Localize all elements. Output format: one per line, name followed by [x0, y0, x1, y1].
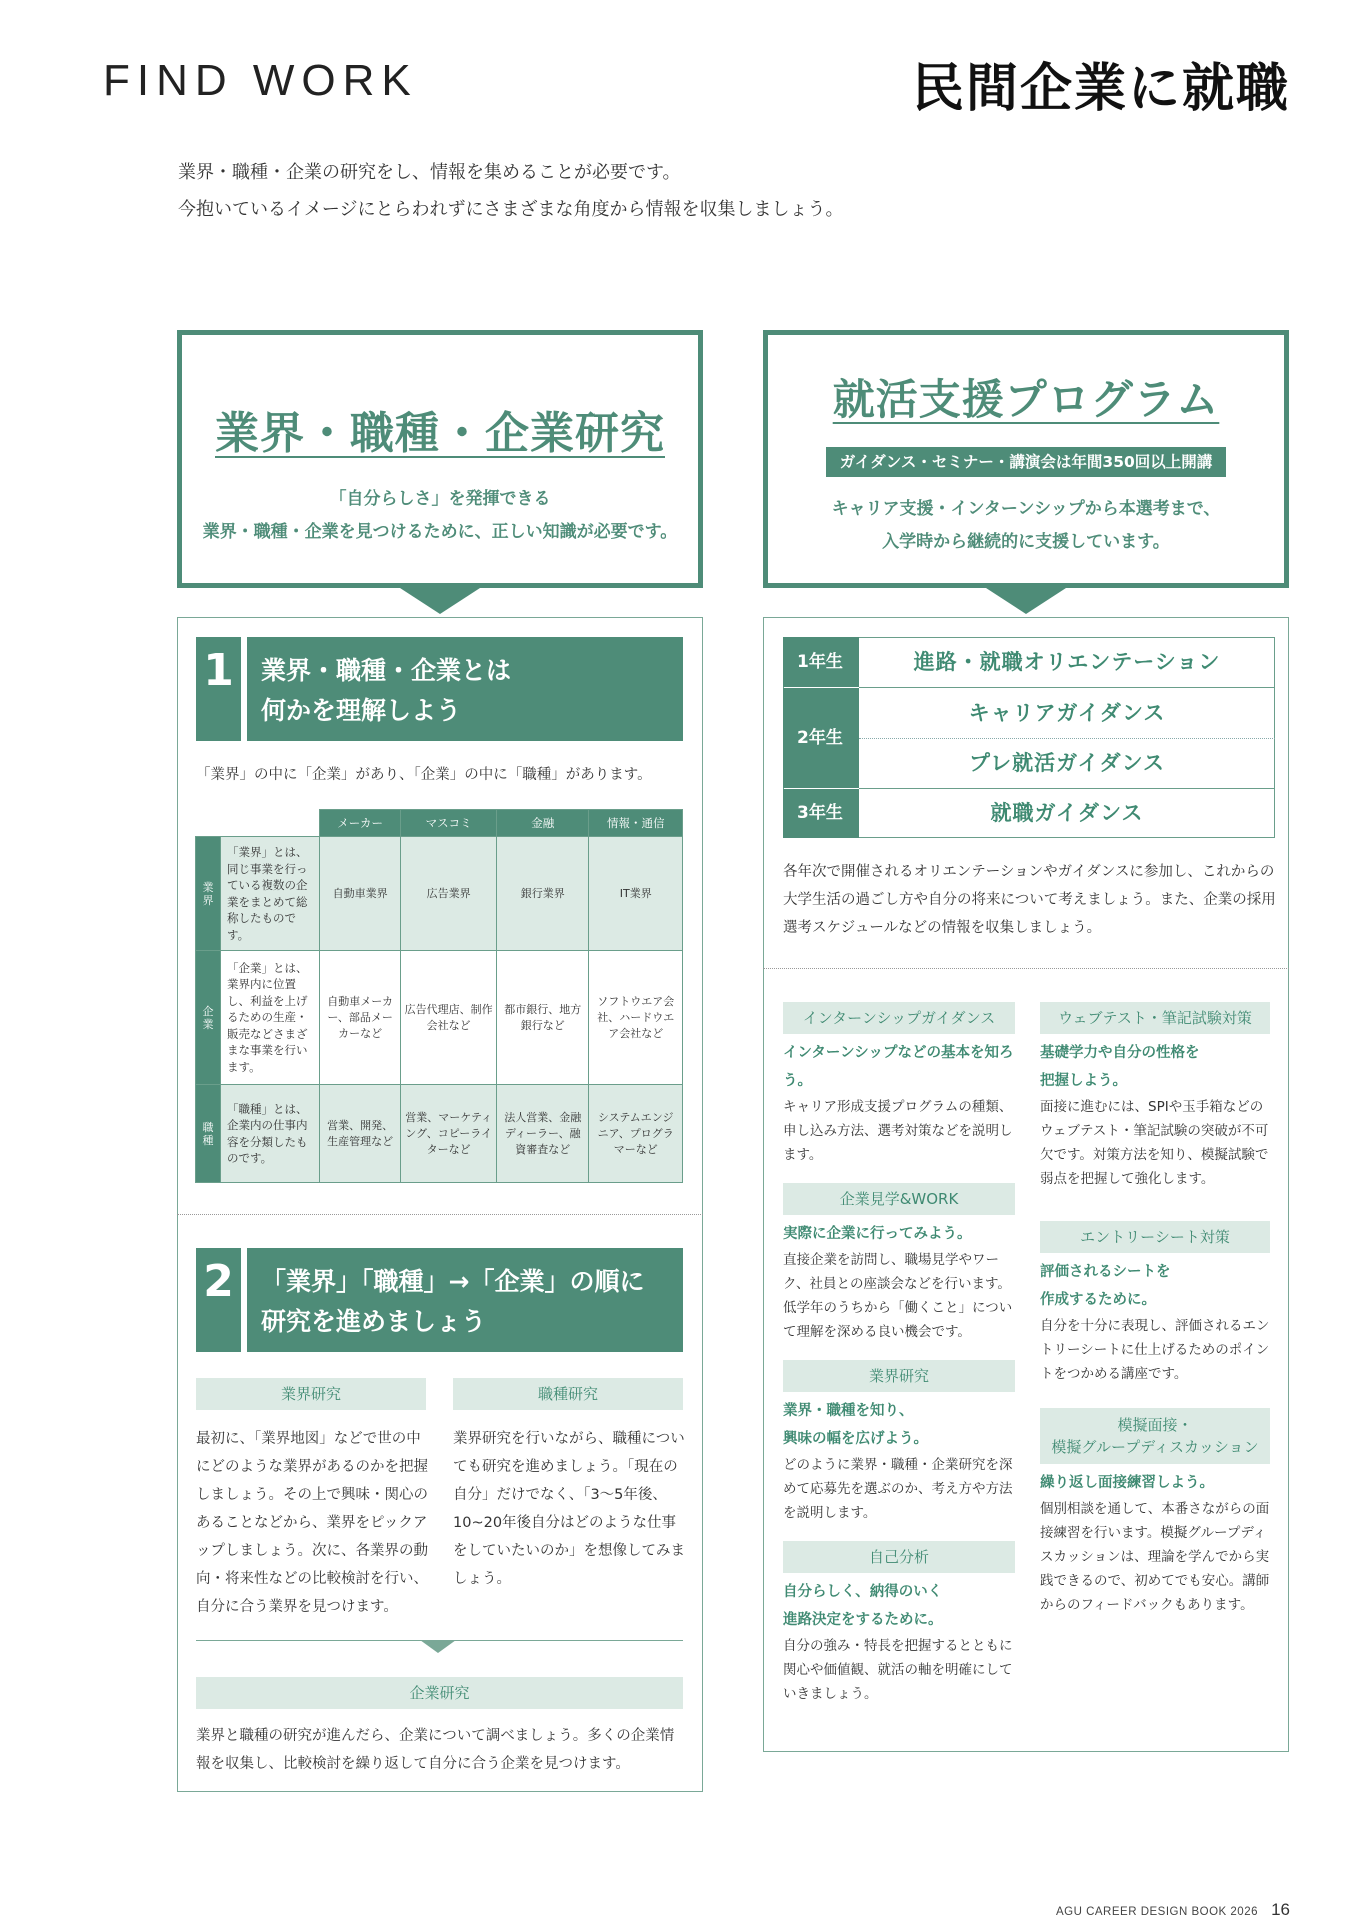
program-label: 企業見学&WORK — [783, 1183, 1015, 1215]
research-desc-line: 業界・職種・企業を見つけるために、正しい知識が必要です。 — [202, 522, 678, 542]
program-label: インターンシップガイダンス — [783, 1002, 1015, 1034]
step-title — [247, 637, 683, 741]
table-cell: 広告代理店、制作会社など — [401, 951, 497, 1085]
table-cell: 自動車業界 — [320, 837, 401, 951]
years-note: 各年次で開催されるオリエンテーションやガイダンスに参加し、これからの大学生活の過ごし方や自分の将来について考えましょう。また、企業の採用選考スケジュールなどの情報を収集しましょう。 — [783, 864, 1276, 936]
program-title-box — [763, 330, 1289, 588]
row-label: 職種 — [196, 1085, 221, 1183]
row-label: 企業 — [196, 951, 221, 1085]
program-sub: 業界・職種を知り、 — [783, 1403, 914, 1419]
step-title-line: 研究を進めましょう — [261, 1307, 487, 1336]
industry-table — [195, 809, 683, 1183]
research-title-box — [177, 330, 703, 588]
step-title — [247, 1248, 683, 1352]
program-body: キャリア形成支援プログラムの種類、申し込み方法、選考対策などを説明します。 — [783, 1099, 1013, 1163]
step-title-line: 業界・職種・企業とは — [261, 656, 512, 685]
shokushu-research-body: 業界研究を行いながら、職種についても研究を進めましょう。「現在の自分」だけでなく、「3～5年後、10~20年後自分はどのような仕事をしていたいのか」を想像してみましょう。 — [453, 1431, 685, 1587]
program-label-line: 模擬面接・ — [1117, 1416, 1193, 1434]
table-cell: 広告業界 — [401, 837, 497, 951]
shokushu-research-label: 職種研究 — [453, 1378, 683, 1410]
book-title: AGU CAREER DESIGN BOOK 2026 — [1055, 1906, 1258, 1918]
table-cell: 法人営業、金融ディーラー、融資審査など — [497, 1085, 589, 1183]
page-number: 16 — [1271, 1900, 1290, 1919]
program-body: 直接企業を訪問し、職場見学やワーク、社員との座談会などを行います。低学年のうちから「働くこと」について理解を深める良い機会です。 — [783, 1252, 1013, 1340]
program-body: 個別相談を通して、本番さながらの面接練習を行います。模擬グループディスカッションは、理論を学んでから実践できるので、初めてでも安心。講師からのフィードバックもあります。 — [1040, 1501, 1270, 1613]
intro-line: 業界・職種・企業の研究をし、情報を集めることが必要です。 — [178, 162, 681, 183]
down-arrow-icon — [986, 588, 1066, 614]
gyokai-research-label: 業界研究 — [196, 1378, 426, 1410]
table-cell: IT業界 — [589, 837, 683, 951]
program-label — [1040, 1408, 1270, 1464]
program-desc-line: キャリア支援・インターンシップから本選考まで、 — [831, 499, 1221, 519]
program-label: エントリーシート対策 — [1040, 1221, 1270, 1253]
page-title: 民間企業に就職 — [911, 59, 1290, 119]
program-sub: 作成するために。 — [1040, 1292, 1156, 1308]
program-label: 自己分析 — [783, 1541, 1015, 1573]
program-sub: 基礎学力や自分の性格を — [1040, 1045, 1200, 1061]
table-header: 情報・通信 — [589, 810, 683, 837]
table-header: マスコミ — [401, 810, 497, 837]
table-row — [196, 951, 683, 1085]
program-sub: 実際に企業に行ってみよう。 — [783, 1226, 972, 1242]
program-sub: 進路決定をするために。 — [783, 1612, 943, 1628]
step-lead: 「業界」の中に「企業」があり、「企業」の中に「職種」があります。 — [196, 767, 652, 783]
program-column-left — [783, 1002, 1015, 1706]
step-number: 2 — [196, 1248, 241, 1352]
table-cell: システムエンジニア、プログラマーなど — [589, 1085, 683, 1183]
divider — [763, 968, 1289, 969]
row-definition: 「業界」とは、同じ事業を行っている複数の企業をまとめて総称したものです。 — [221, 837, 320, 951]
step-title-line: 「業界」「職種」→「企業」の順に — [261, 1267, 645, 1296]
program-sub: 評価されるシートを — [1040, 1264, 1171, 1280]
year-label: 1年生 — [783, 637, 859, 687]
kigyo-research-body: 業界と職種の研究が進んだら、企業について調べましょう。多くの企業情報を収集し、比較検討を繰り返して自分に合う企業を見つけます。 — [196, 1728, 675, 1772]
kigyo-research-label: 企業研究 — [196, 1677, 683, 1709]
research-title: 業界・職種・企業研究 — [215, 408, 665, 459]
year-label: 3年生 — [783, 789, 859, 838]
program-title: 就活支援プログラム — [832, 375, 1220, 424]
table-corner — [196, 810, 320, 837]
gyokai-research-body: 最初に、「業界地図」などで世の中にどのような業界があるのかを把握しましょう。その上で興味・関心のあることなどから、業界をピックアップしましょう。次に、各業界の動向・将来性などの比較検討を行い、自分に合う業界を見つけます。 — [196, 1431, 428, 1615]
year-item: 就職ガイダンス — [990, 801, 1144, 825]
program-sub: インターンシップなどの基本を知ろう。 — [783, 1045, 1014, 1089]
table-cell: 営業、開発、生産管理など — [320, 1085, 401, 1183]
year-item: キャリアガイダンス — [968, 701, 1166, 725]
step-number: 1 — [196, 637, 241, 741]
program-column-right — [1040, 1002, 1270, 1617]
intro-text — [178, 154, 843, 228]
program-label: 業界研究 — [783, 1360, 1015, 1392]
year-item: プレ就活ガイダンス — [968, 751, 1166, 775]
table-row — [196, 1085, 683, 1183]
program-label: ウェブテスト・筆記試験対策 — [1040, 1002, 1270, 1034]
program-desc-line: 入学時から継続的に支援しています。 — [882, 532, 1170, 552]
program-badge: ガイダンス・セミナー・講演会は年間350回以上開講 — [826, 447, 1227, 477]
program-sub: 把握しよう。 — [1040, 1073, 1127, 1089]
down-arrow-icon — [420, 1640, 456, 1653]
down-arrow-icon — [400, 588, 480, 614]
section-label: FIND WORK — [103, 56, 418, 105]
row-definition: 「職種」とは、企業内の仕事内容を分類したものです。 — [221, 1085, 320, 1183]
program-body: どのように業界・職種・企業研究を深めて応募先を選ぶのか、考え方や方法を説明します。 — [783, 1457, 1013, 1521]
research-desc — [182, 483, 698, 549]
program-desc — [768, 493, 1284, 559]
table-cell: ソフトウエア会社、ハードウエア会社など — [589, 951, 683, 1085]
program-sub: 自分らしく、納得のいく — [783, 1584, 943, 1600]
table-cell: 銀行業界 — [497, 837, 589, 951]
year-label: 2年生 — [783, 688, 859, 788]
table-row — [196, 837, 683, 951]
table-cell: 自動車メーカー、部品メーカーなど — [320, 951, 401, 1085]
row-label: 業界 — [196, 837, 221, 951]
row-definition: 「企業」とは、業界内に位置し、利益を上げるための生産・販売などさまざまな事業を行います。 — [221, 951, 320, 1085]
program-sub: 繰り返し面接練習しよう。 — [1040, 1475, 1214, 1491]
step-title-line: 何かを理解しよう — [261, 696, 462, 725]
program-label-line: 模擬グループディスカッション — [1051, 1438, 1259, 1456]
table-header: メーカー — [320, 810, 401, 837]
table-header: 金融 — [497, 810, 589, 837]
table-cell: 都市銀行、地方銀行など — [497, 951, 589, 1085]
program-body: 面接に進むには、SPIや玉手箱などのウェブテスト・筆記試験の突破が不可欠です。対策方法を知り、模擬試験で弱点を把握して強化します。 — [1040, 1099, 1269, 1187]
research-desc-line: 「自分らしさ」を発揮できる — [329, 489, 551, 509]
table-cell: 営業、マーケティング、コピーライターなど — [401, 1085, 497, 1183]
divider — [177, 1214, 703, 1215]
intro-line: 今抱いているイメージにとらわれずにさまざまな角度から情報を収集しましょう。 — [178, 199, 844, 220]
program-sub: 興味の幅を広げよう。 — [783, 1431, 928, 1447]
year-item: 進路・就職オリエンテーション — [913, 650, 1221, 674]
program-body: 自分を十分に表現し、評価されるエントリーシートに仕上げるためのポイントをつかめる講座です。 — [1040, 1318, 1270, 1382]
program-body: 自分の強み・特長を把握するとともに関心や価値観、就活の軸を明確にしていきましょう。 — [783, 1638, 1013, 1702]
